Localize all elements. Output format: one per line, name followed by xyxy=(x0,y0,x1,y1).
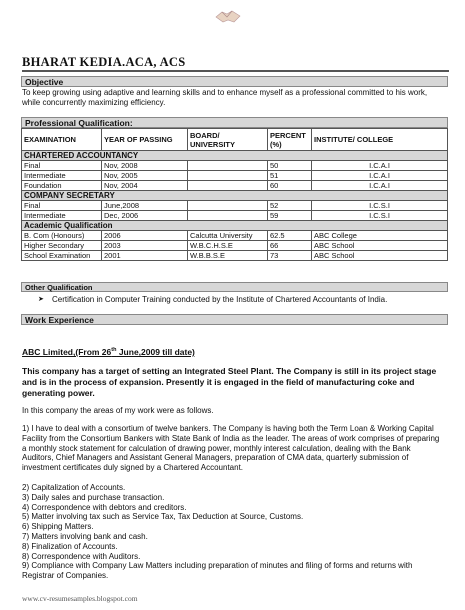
list-item: 2) Capitalization of Accounts. xyxy=(22,483,126,492)
table-row: Intermediate Dec, 2006 59 I.C.S.I xyxy=(22,211,448,221)
list-item: 9) Compliance with Company Law Matters including preparation of minutes and filing of forms and returns with Registrar of Companies. xyxy=(22,561,413,581)
section-work-experience: Work Experience xyxy=(21,314,448,325)
col-header: INSTITUTE/ COLLEGE xyxy=(312,129,448,151)
section-other-qualification: Other Qualification xyxy=(21,282,448,292)
table-row: Foundation Nov, 2004 60 I.C.A.I xyxy=(22,181,448,191)
arrow-bullet-icon: ➤ xyxy=(38,296,44,303)
handshake-icon xyxy=(215,8,241,24)
objective-text: To keep growing using adaptive and learning skills and to enhance myself as a professional committed to his work, while concurrently maximizing efficiency. xyxy=(22,88,428,107)
col-header: YEAR OF PASSING xyxy=(102,129,188,151)
qualification-table xyxy=(21,128,448,261)
table-row: B. Com (Honours) 2006 Calcutta University 62.5 ABC College xyxy=(22,231,448,241)
duty-1: 1) I have to deal with a consortium of twelve bankers. The Company is having both the Term Loan & Working Capital Facility from the Consortium Bankers with State Bank of India as the leader. The areas of work comprises of preparing a monthly stock statement for calculation of drawing power, monthly interest calculation, dealing with the Bank Auditors, Chief Managers and Assistant General Managers, preparation of CMA data, quarterly submission of investment certificates duly signed by a Chartered Accountant. xyxy=(22,424,440,473)
section-professional-qualification: Professional Qualification: xyxy=(21,117,448,128)
col-header: BOARD/ UNIVERSITY xyxy=(188,129,268,151)
group-title: Academic Qualification xyxy=(22,221,448,231)
list-item: 7) Matters involving bank and cash. xyxy=(22,531,148,541)
table-row: Final Nov, 2008 50 I.C.A.I xyxy=(22,161,448,171)
list-item: 4) Correspondence with debtors and creditors. xyxy=(22,502,187,512)
candidate-name: BHARAT KEDIA.ACA, ACS xyxy=(22,55,186,69)
col-header: EXAMINATION xyxy=(22,129,102,151)
table-row: Higher Secondary 2003 W.B.C.H.S.E 66 ABC School xyxy=(22,241,448,251)
areas-intro: In this company the areas of my work were as follows. xyxy=(22,406,214,415)
table-row: School Examination 2001 W.B.B.S.E 73 ABC School xyxy=(22,251,448,261)
list-item: 3) Daily sales and purchase transaction. xyxy=(22,492,165,502)
list-item: 5) Matter involving tax such as Service Tax, Tax Deduction at Source, Customs. xyxy=(22,512,304,522)
group-title: CHARTERED ACCOUNTANCY xyxy=(22,151,448,161)
table-row: Final June,2008 52 I.C.S.I xyxy=(22,201,448,211)
group-title: COMPANY SECRETARY xyxy=(22,191,448,201)
company-summary: This company has a target of setting an Integrated Steel Plant. The Company is still in its project stage and is in the process of expansion. Presently it is engaged in the field of manufacturing coke and generating power. xyxy=(22,366,437,398)
list-item: 8) Finalization of Accounts. xyxy=(22,541,118,551)
list-item: 8) Correspondence with Auditors. xyxy=(22,551,141,561)
list-item: 6) Shipping Matters. xyxy=(22,522,94,532)
col-header: PERCENT (%) xyxy=(268,129,312,151)
table-row: Intermediate Nov, 2005 51 I.C.A.I xyxy=(22,171,448,181)
company-heading: ABC Limited,(From 26th June,2009 till date) xyxy=(22,347,195,357)
duties-list xyxy=(22,483,442,581)
header-rule xyxy=(22,70,449,72)
list-item: ➤ Certification in Computer Training conducted by the Institute of Chartered Accountants of India. xyxy=(38,295,388,304)
footer-url[interactable]: www.cv-resumesamples.blogspot.com xyxy=(22,594,138,603)
section-objective: Objective xyxy=(21,76,448,87)
